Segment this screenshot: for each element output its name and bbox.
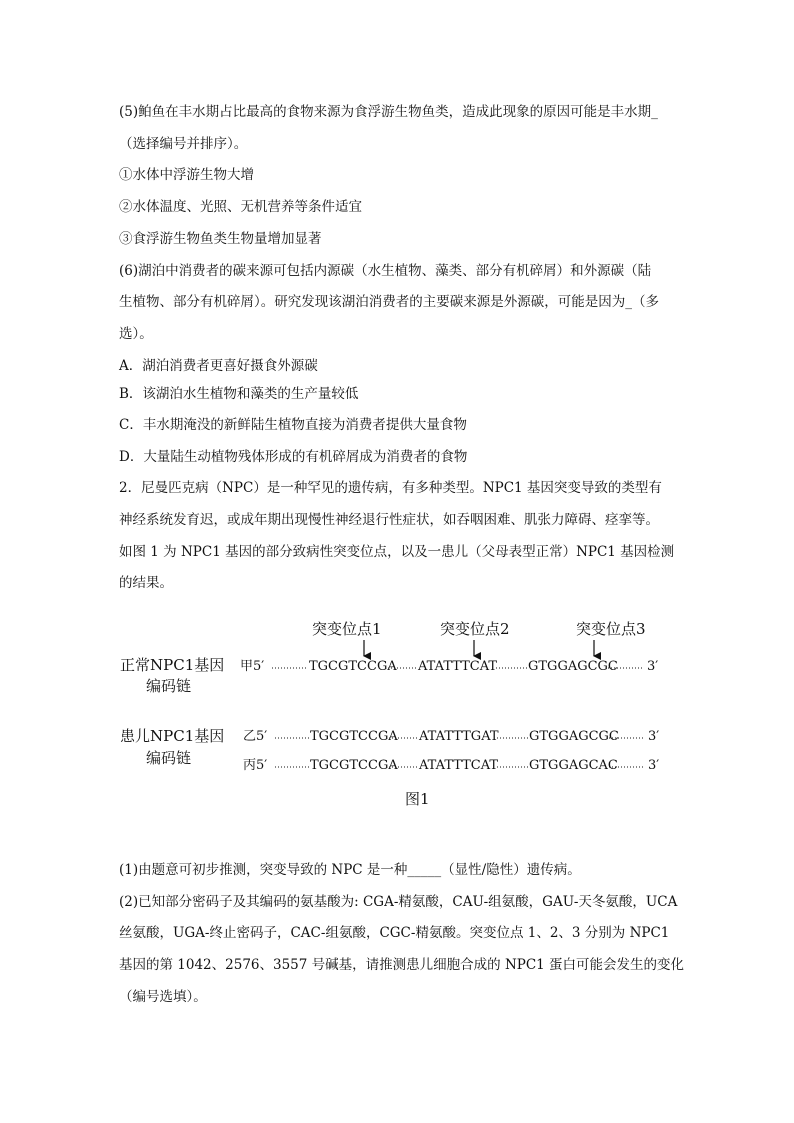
- site-3-label: 突变位点3: [576, 620, 646, 638]
- sub-q2-line-2: 丝氨酸，UGA-终止密码子，CAC-组氨酸，CGC-精氨酸。突变位点 1、2、3 分别为 NPC1: [119, 925, 670, 941]
- row-jia-seg-2: ATATTTCAT: [418, 659, 498, 674]
- q5-option-2: ②水体温度、光照、无机营养等条件适宜: [119, 199, 362, 215]
- row-bing-prefix: 丙5′: [243, 758, 268, 773]
- q2-line-3: 如图 1 为 NPC1 基因的部分致病性突变位点，以及一患儿（父母表型正常）NPC1 基因检测: [119, 544, 675, 560]
- q5-line-2: （选择编号并排序）。: [119, 136, 248, 152]
- q6-line-1: (6)湖泊中消费者的碳来源可包括内源碳（水生植物、藻类、部分有机碎屑）和外源碳（陆: [119, 263, 652, 279]
- row-yi-seg-1: TGCGTCCGA: [310, 729, 398, 744]
- row-jia-prefix: 甲5′: [240, 659, 265, 674]
- normal-gene-label: 正常NPC1基因: [120, 656, 225, 674]
- q5-option-3: ③食浮游生物鱼类生物量增加显著: [119, 231, 322, 247]
- row-jia: [240, 659, 658, 674]
- row-bing-seg-1: TGCGTCCGA: [310, 758, 398, 773]
- row-jia-end: 3′: [647, 659, 659, 674]
- sub-q2-line-1: (2)已知部分密码子及其编码的氨基酸为: CGA-精氨酸，CAU-组氨酸，GAU-天冬氨酸，UCA: [119, 894, 678, 910]
- row-bing: [243, 758, 659, 773]
- sub-q1: (1)由题意可初步推测，突变导致的 NPC 是一种_____（显性/隐性）遗传病。: [119, 862, 581, 878]
- q2-line-1: 2．尼曼匹克病（NPC）是一种罕见的遗传病，有多种类型。NPC1 基因突变导致的类型有: [119, 480, 662, 496]
- q6-line-2: 生植物、部分有机碎屑）。研究发现该湖泊消费者的主要碳来源是外源碳，可能是因为_（多: [119, 294, 659, 310]
- row-jia-seg-1: TGCGTCCGA: [309, 659, 397, 674]
- site-1-label: 突变位点1: [312, 620, 382, 638]
- q6-option-d: D．大量陆生动植物残体形成的有机碎屑成为消费者的食物: [119, 449, 468, 465]
- q5-option-1: ①水体中浮游生物大增: [119, 167, 254, 183]
- sub-q2-line-3: 基因的第 1042、2576、3557 号碱基，请推测患儿细胞合成的 NPC1 蛋白可能会发生的变化: [119, 957, 685, 973]
- sub-q2-line-4: （编号选填）。: [119, 989, 207, 1005]
- row-bing-seg-2: ATATTTCAT: [419, 758, 499, 773]
- row-yi-seg-3: GTGGAGCGC: [529, 729, 619, 744]
- q2-line-4: 的结果。: [119, 575, 173, 591]
- row-jia-seg-3: GTGGAGCGC: [528, 659, 618, 674]
- row-yi-seg-2: ATATTTGAT: [419, 729, 499, 744]
- site-2-label: 突变位点2: [440, 620, 510, 638]
- row-bing-seg-3: GTGGAGCAC: [529, 758, 618, 773]
- figure-caption: 图1: [405, 790, 430, 808]
- row-yi: [243, 729, 659, 744]
- q2-line-2: 神经系统发育迟，或成年期出现慢性神经退行性症状，如吞咽困难、肌张力障碍、痉挛等。: [119, 512, 659, 528]
- patient-gene-label: 患儿NPC1基因: [120, 727, 225, 745]
- row-yi-end: 3′: [648, 729, 660, 744]
- row-yi-prefix: 乙5′: [243, 729, 268, 744]
- q6-option-b: B．该湖泊水生植物和藻类的生产量较低: [119, 386, 359, 402]
- patient-strand-label: 编码链: [146, 749, 192, 767]
- q6-option-a: A．湖泊消费者更喜好摄食外源碳: [119, 358, 318, 374]
- q6-option-c: C．丰水期淹没的新鲜陆生植物直接为消费者提供大量食物: [119, 417, 467, 433]
- q6-line-3: 选）。: [119, 326, 153, 342]
- row-bing-end: 3′: [648, 758, 660, 773]
- normal-strand-label: 编码链: [146, 677, 192, 695]
- q5-line-1: (5)鲌鱼在丰水期占比最高的食物来源为食浮游生物鱼类，造成此现象的原因可能是丰水期_: [119, 104, 658, 120]
